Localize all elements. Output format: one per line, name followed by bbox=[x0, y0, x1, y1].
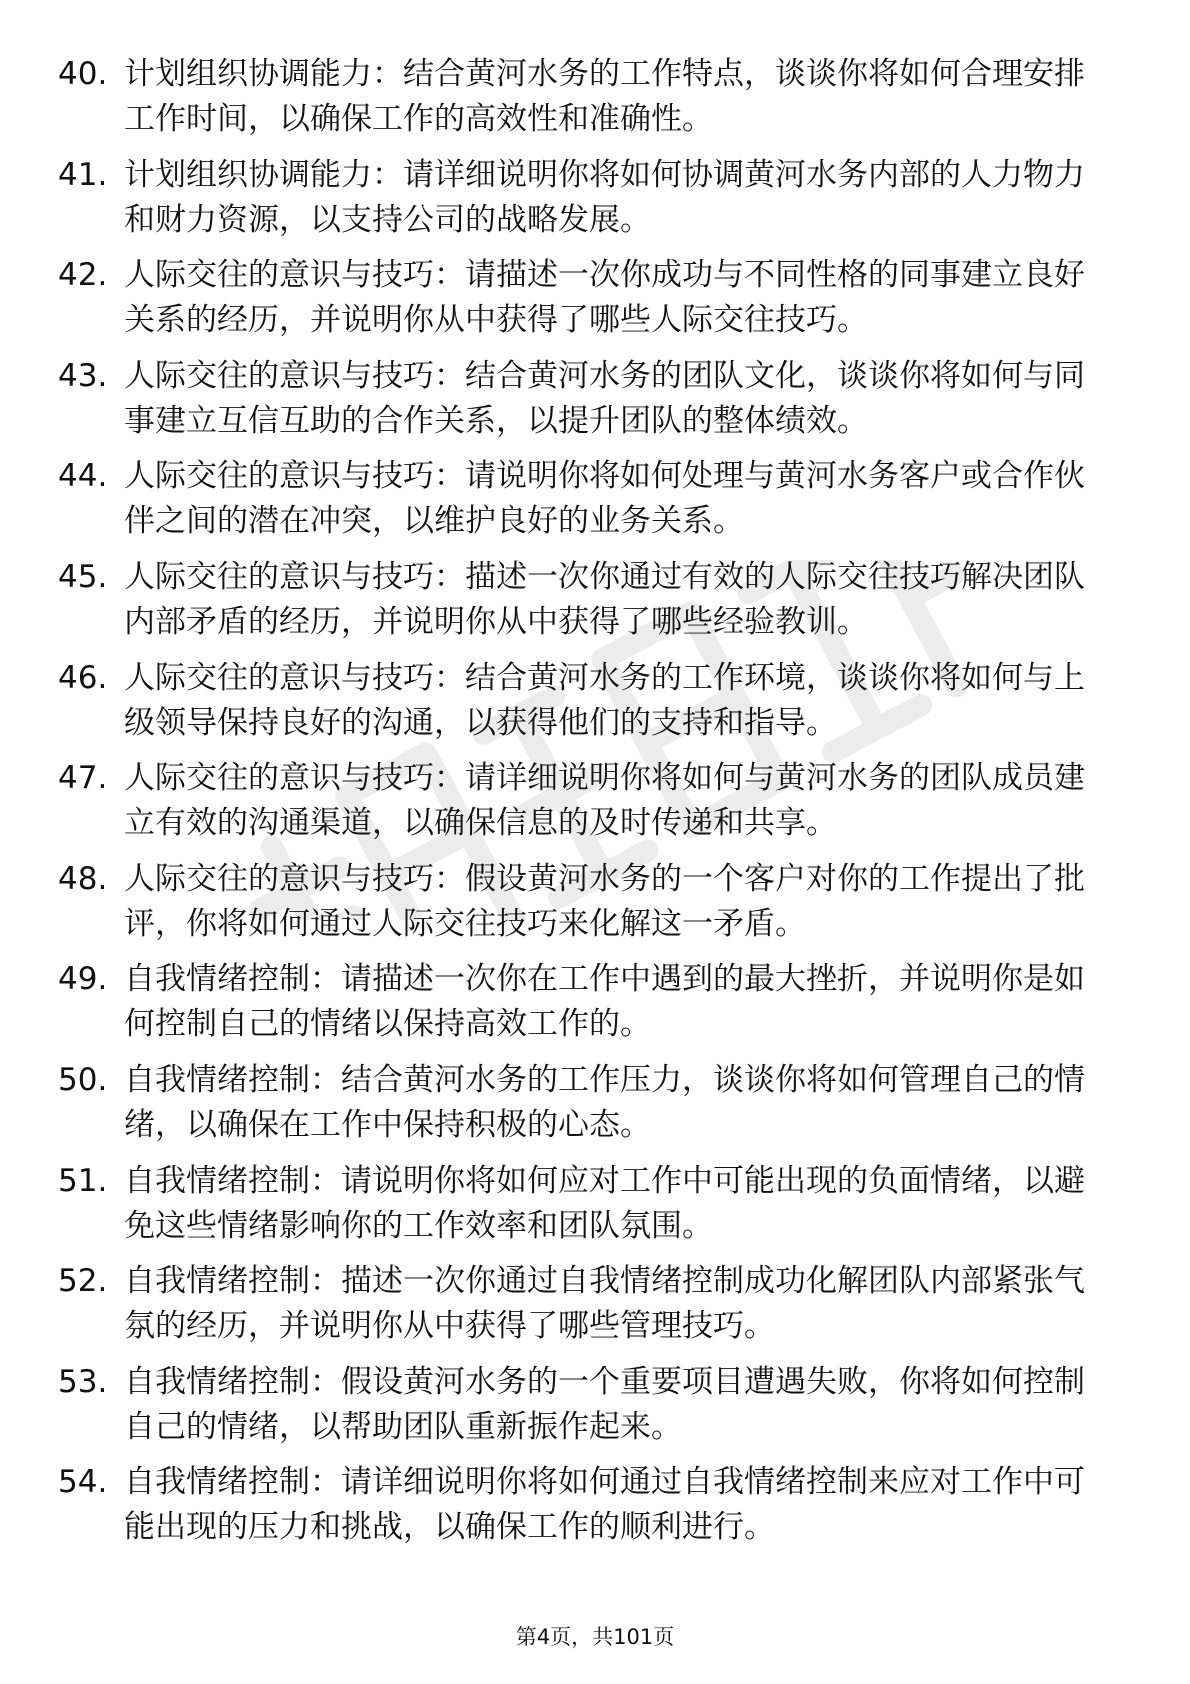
question-item bbox=[58, 454, 1118, 555]
question-item bbox=[58, 1460, 1118, 1561]
question-item bbox=[58, 1058, 1118, 1159]
question-text: 自我情绪控制：请描述一次你在工作中遇到的最大挫折，并说明你是如何控制自己的情绪以保持高效工作的。 bbox=[124, 961, 1085, 1043]
question-item bbox=[58, 857, 1118, 958]
question-text: 计划组织协调能力：请详细说明你将如何协调黄河水务内部的人力物力和财力资源，以支持公司的战略发展。 bbox=[124, 156, 1085, 238]
question-item bbox=[58, 957, 1118, 1058]
question-number: 47. bbox=[58, 760, 108, 797]
question-item bbox=[58, 656, 1118, 757]
question-item bbox=[58, 354, 1118, 455]
question-number: 44. bbox=[58, 458, 108, 495]
question-number: 42. bbox=[58, 257, 108, 294]
question-number: 52. bbox=[58, 1263, 108, 1300]
question-item bbox=[58, 153, 1118, 254]
question-text: 计划组织协调能力：结合黄河水务的工作特点，谈谈你将如何合理安排工作时间，以确保工作的高效性和准确性。 bbox=[124, 56, 1085, 137]
question-text: 自我情绪控制：结合黄河水务的工作压力，谈谈你将如何管理自己的情绪，以确保在工作中保持积极的心态。 bbox=[124, 1061, 1085, 1143]
question-text: 自我情绪控制：假设黄河水务的一个重要项目遭遇失败，你将如何控制自己的情绪，以帮助团队重新振作起来。 bbox=[124, 1363, 1085, 1445]
question-text: 自我情绪控制：请详细说明你将如何通过自我情绪控制来应对工作中可能出现的压力和挑战，以确保工作的顺利进行。 bbox=[124, 1464, 1085, 1546]
question-text: 自我情绪控制：请说明你将如何应对工作中可能出现的负面情绪，以避免这些情绪影响你的工作效率和团队氛围。 bbox=[124, 1162, 1085, 1244]
question-text: 自我情绪控制：描述一次你通过自我情绪控制成功化解团队内部紧张气氛的经历，并说明你从中获得了哪些管理技巧。 bbox=[124, 1263, 1085, 1345]
question-item bbox=[58, 253, 1118, 354]
question-text: 人际交往的意识与技巧：请说明你将如何处理与黄河水务客户或合作伙伴之间的潜在冲突，以维护良好的业务关系。 bbox=[124, 458, 1085, 540]
question-number: 54. bbox=[58, 1464, 108, 1501]
question-number: 41. bbox=[58, 156, 108, 193]
page-footer: 第4页，共101页 bbox=[515, 1625, 675, 1649]
question-number: 48. bbox=[58, 860, 108, 897]
question-text: 人际交往的意识与技巧：请详细说明你将如何与黄河水务的团队成员建立有效的沟通渠道，以确保信息的及时传递和共享。 bbox=[124, 760, 1085, 842]
question-number: 45. bbox=[58, 558, 108, 595]
question-number: 49. bbox=[58, 961, 108, 998]
question-item bbox=[58, 1259, 1118, 1360]
question-number: 40. bbox=[58, 56, 108, 92]
question-number: 50. bbox=[58, 1061, 108, 1098]
question-text: 人际交往的意识与技巧：描述一次你通过有效的人际交往技巧解决团队内部矛盾的经历，并说明你从中获得了哪些经验教训。 bbox=[124, 558, 1085, 640]
question-number: 53. bbox=[58, 1363, 108, 1400]
question-item bbox=[58, 555, 1118, 656]
question-item bbox=[58, 1360, 1118, 1461]
question-text: 人际交往的意识与技巧：假设黄河水务的一个客户对你的工作提出了批评，你将如何通过人际交往技巧来化解这一矛盾。 bbox=[124, 860, 1085, 942]
question-number: 46. bbox=[58, 659, 108, 696]
question-number: 51. bbox=[58, 1162, 108, 1199]
question-item bbox=[58, 756, 1118, 857]
question-item bbox=[58, 52, 1118, 153]
question-text: 人际交往的意识与技巧：结合黄河水务的工作环境，谈谈你将如何与上级领导保持良好的沟通，以获得他们的支持和指导。 bbox=[124, 659, 1085, 741]
question-text: 人际交往的意识与技巧：结合黄河水务的团队文化，谈谈你将如何与同事建立互信互助的合作关系，以提升团队的整体绩效。 bbox=[124, 357, 1085, 439]
question-list bbox=[58, 52, 1118, 1561]
question-item bbox=[58, 1159, 1118, 1260]
question-number: 43. bbox=[58, 357, 108, 394]
question-text: 人际交往的意识与技巧：请描述一次你成功与不同性格的同事建立良好关系的经历，并说明你从中获得了哪些人际交往技巧。 bbox=[124, 257, 1085, 339]
